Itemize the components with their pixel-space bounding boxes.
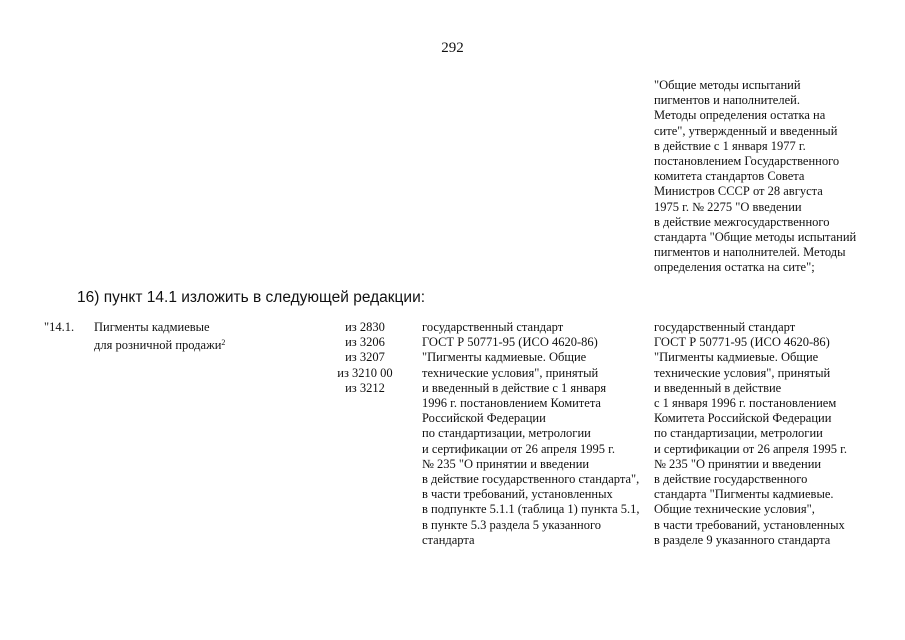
item-name-line1: Пигменты кадмиевые (94, 320, 210, 334)
item-name-line2: для розничной продажи (94, 338, 222, 353)
tn-ved-code: из 3207 (345, 350, 385, 365)
footnote-mark: 2 (221, 338, 226, 348)
tn-ved-code: из 3206 (345, 335, 385, 350)
tn-ved-code: из 3210 00 (337, 365, 393, 380)
tn-ved-code: из 3212 (345, 380, 385, 395)
continuation-text: "Общие методы испытаний пигментов и наполнителей. Методы определения остатка на сите", утвержденный и введенный в действие с 1 января 1977 г. постановлением Государственного комитета стандартов Совета Министров СССР от 28 августа 1975 г. № 2275 "О введении в действие межгосударственного стандарта "Общие методы испытаний пигментов и наполнителей. Методы определения остатка на сите"; (654, 78, 857, 275)
item-name (94, 320, 225, 353)
tn-ved-code: из 2830 (345, 320, 385, 334)
standard-column-right: государственный стандарт ГОСТ Р 50771-95 (ИСО 4620-86) "Пигменты кадмиевые. Общие технические условия", принятый и введенный в действие с 1 января 1996 г. постановлением Комитета Российской Федерации по стандартизации, метрологии и сертификации от 26 апреля 1995 г. № 235 "О принятии и введении в действие государственного стандарта "Пигменты кадмиевые. Общие технические условия", в части требований, установленных в разделе 9 указанного стандарта (654, 320, 847, 547)
page-number: 292 (441, 40, 464, 56)
amendment-heading: 16) пункт 14.1 изложить в следующей редакции: (77, 289, 426, 306)
tn-ved-codes (330, 320, 400, 396)
item-number: "14.1. (44, 320, 75, 334)
standard-column-left: государственный стандарт ГОСТ Р 50771-95 (ИСО 4620-86) "Пигменты кадмиевые. Общие технические условия", принятый и введенный в действие с 1 января 1996 г. постановлением Комитета Российской Федерации по стандартизации, метрологии и сертификации от 26 апреля 1995 г. № 235 "О принятии и введении в действие государственного стандарта", в части требований, установленных в подпункте 5.1.1 (таблица 1) пункта 5.1, в пункте 5.3 раздела 5 указанного стандарта (422, 320, 640, 547)
